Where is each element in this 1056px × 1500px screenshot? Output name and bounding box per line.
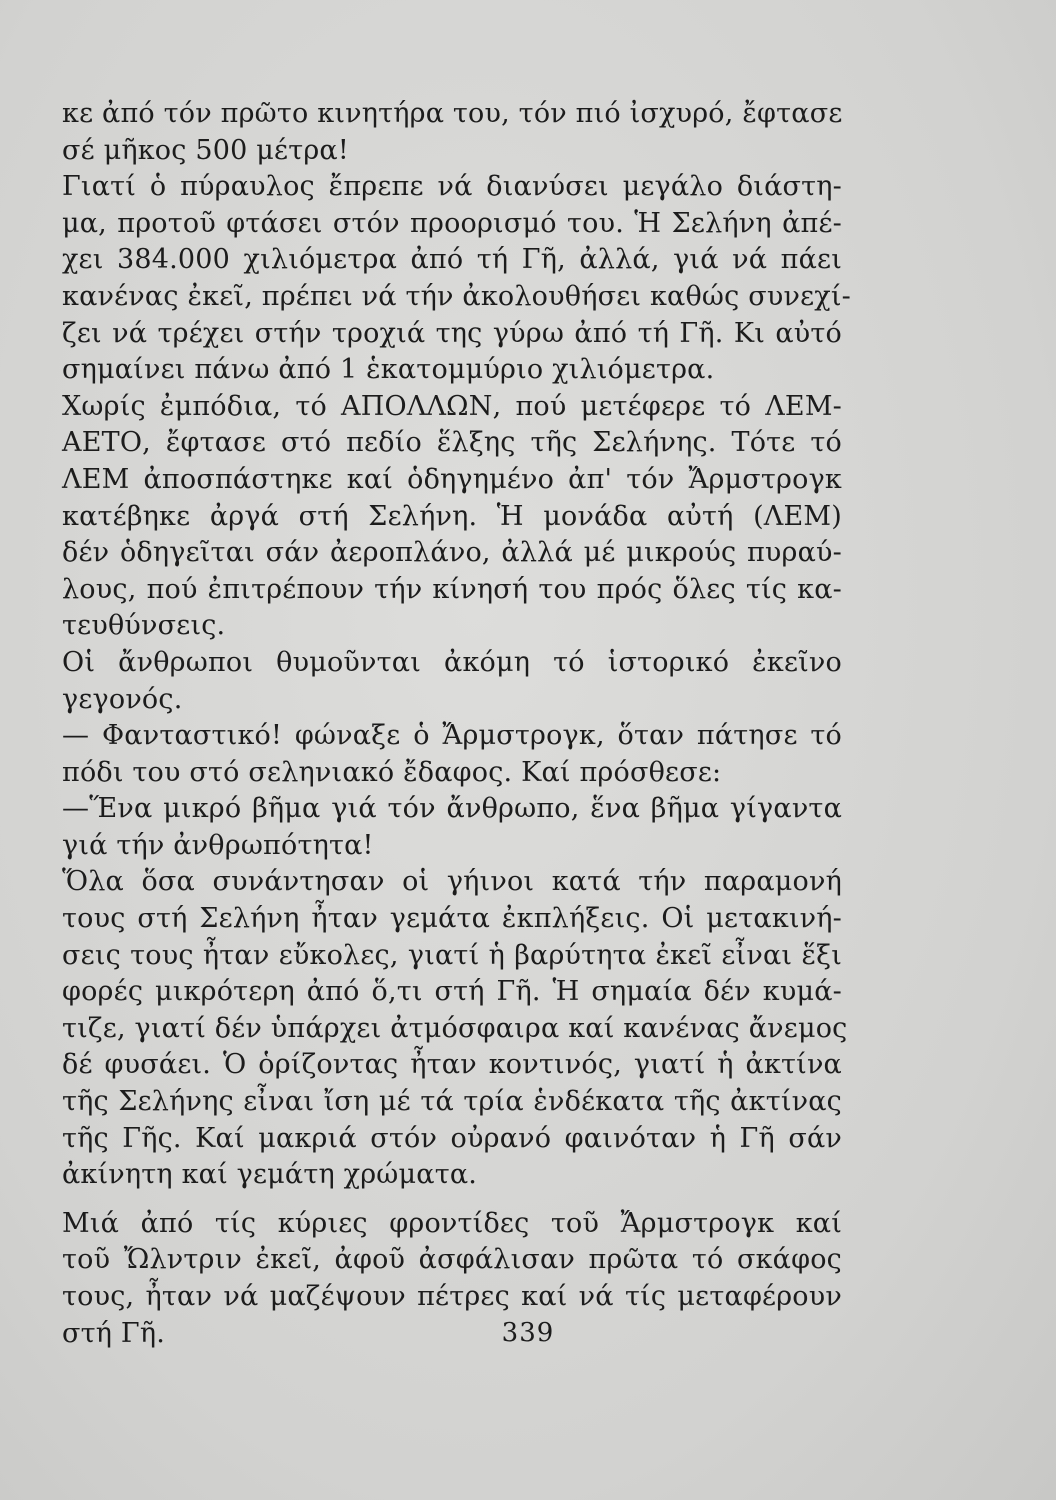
text-line: ἀκίνητη καί γεμάτη χρώματα.: [62, 1159, 478, 1191]
text-line: τους στή Σελήνη ἦταν γεμάτα ἐκπλήξεις. Οἱ μετακινή-: [62, 903, 842, 935]
text-line: τευθύνσεις.: [62, 610, 226, 642]
text-line: γεγονός.: [62, 683, 183, 715]
text-line: Γιατί ὁ πύραυλος ἔπρεπε νά διανύσει μεγάλο διάστη-: [62, 171, 842, 203]
text-line: μα, προτοῦ φτάσει στόν προορισμό του. Ἡ Σελήνη ἀπέ-: [62, 207, 842, 239]
text-line: ζει νά τρέχει στήν τροχιά της γύρω ἀπό τή Γῆ. Κι αὐτό: [62, 317, 842, 349]
text-line: σημαίνει πάνω ἀπό 1 ἑκατομμύριο χιλιόμετρα.: [62, 354, 715, 386]
text-line: τῆς Σελήνης εἶναι ἴση μέ τά τρία ἑνδέκατα τῆς ἀκτίνας: [62, 1086, 842, 1118]
text-line: πόδι του στό σεληνιακό ἔδαφος. Καί πρόσθεσε:: [62, 756, 722, 788]
text-line: σεις τους ἦταν εὔκολες, γιατί ἡ βαρύτητα ἐκεῖ εἶναι ἕξι: [62, 939, 842, 971]
text-line: δέν ὁδηγεῖται σάν ἀεροπλάνο, ἀλλά μέ μικρούς πυραύ-: [62, 537, 842, 569]
text-line: τοῦ Ὤλντριν ἐκεῖ, ἀφοῦ ἀσφάλισαν πρῶτα τό σκάφος: [62, 1244, 842, 1276]
text-line: τῆς Γῆς. Καί μακριά στόν οὐρανό φαινόταν ἡ Γῆ σάν: [62, 1122, 842, 1154]
text-line: κατέβηκε ἀργά στή Σελήνη. Ἡ μονάδα αὐτή (ΛΕΜ): [62, 500, 842, 532]
text-line: γιά τήν ἀνθρωπότητα!: [62, 829, 374, 861]
text-line: Οἱ ἄνθρωποι θυμοῦνται ἀκόμη τό ἱστορικό ἐκεῖνο: [62, 646, 842, 678]
text-line: στή Γῆ.: [62, 1317, 166, 1349]
text-line: ΛΕΜ ἀποσπάστηκε καί ὁδηγημένο ἀπ' τόν Ἄρμστρογκ: [62, 463, 842, 495]
page-number: 339: [501, 1318, 555, 1348]
text-line: —Ἕνα μικρό βῆμα γιά τόν ἄνθρωπο, ἕνα βῆμα γίγαντα: [62, 793, 842, 825]
text-line: κε ἀπό τόν πρῶτο κινητήρα του, τόν πιό ἰσχυρό, ἔφτασε: [62, 98, 843, 129]
text-line: χει 384.000 χιλιόμετρα ἀπό τή Γῆ, ἀλλά, γιά νά πάει: [62, 244, 842, 276]
text-line: φορές μικρότερη ἀπό ὅ,τι στή Γῆ. Ἡ σημαία δέν κυμά-: [62, 976, 842, 1008]
text-line: λους, πού ἐπιτρέπουν τήν κίνησή του πρός ὅλες τίς κα-: [62, 573, 842, 605]
text-line: ΑΕΤΟ, ἔφτασε στό πεδίο ἕλξης τῆς Σελήνης. Τότε τό: [62, 427, 842, 459]
text-line: Ὅλα ὅσα συνάντησαν οἱ γήινοι κατά τήν παραμονή: [62, 866, 842, 898]
text-line: δέ φυσάει. Ὁ ὁρίζοντας ἦταν κοντινός, γιατί ἡ ἀκτίνα: [62, 1049, 842, 1081]
text-line: Μιά ἀπό τίς κύριες φροντίδες τοῦ Ἄρμστρογκ καί: [62, 1207, 842, 1239]
paragraph-gap: [62, 1194, 842, 1206]
body-text: [62, 96, 851, 1352]
text-line: κανένας ἐκεῖ, πρέπει νά τήν ἀκολουθήσει καθώς συνεχί-: [62, 280, 851, 312]
text-line: σέ μῆκος 500 μέτρα!: [62, 134, 349, 166]
text-line: — Φανταστικό! φώναξε ὁ Ἄρμστρογκ, ὅταν πάτησε τό: [62, 720, 842, 752]
text-line: Χωρίς ἐμπόδια, τό ΑΠΟΛΛΩΝ, πού μετέφερε τό ΛΕΜ-: [62, 390, 842, 422]
text-line: τους, ἦταν νά μαζέψουν πέτρες καί νά τίς μεταφέρουν: [62, 1281, 842, 1312]
text-line: τιζε, γιατί δέν ὑπάρχει ἀτμόσφαιρα καί κανένας ἄνεμος: [62, 1012, 848, 1044]
